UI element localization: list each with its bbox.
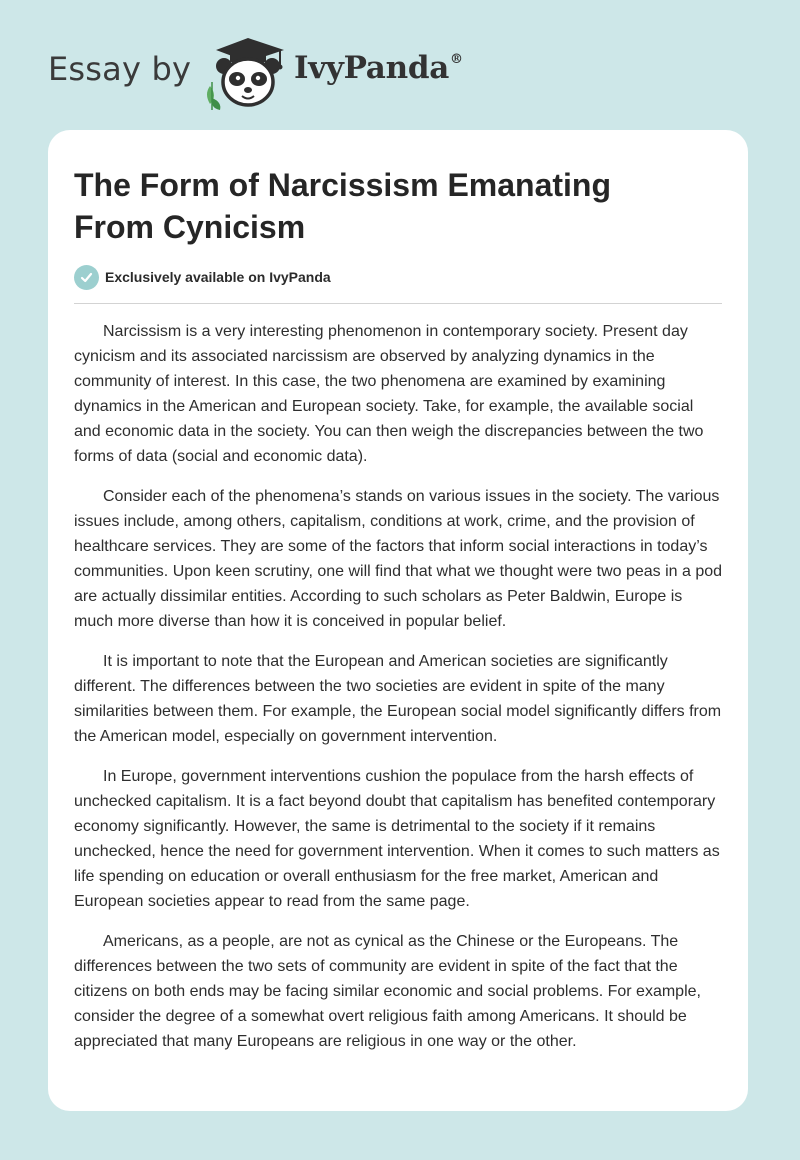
- ivypanda-logo-icon[interactable]: [200, 30, 296, 110]
- brand-name: IvyPanda®: [294, 50, 463, 86]
- essay-title: The Form of Narcissism Emanating From Cynicism: [74, 167, 612, 245]
- exclusive-badge-label: Exclusively available on IvyPanda: [105, 269, 331, 285]
- title-divider: [74, 303, 722, 304]
- paragraph: Americans, as a people, are not as cynical as the Chinese or the Europeans. The differences between the two sets of community are evident in spite of the fact that the citizens on both ends may be facing similar economic and social problems. For example, consider the degree of a somewhat overt religious faith among Americans. It should be appreciated that many Europeans are religious in one way or the other.: [74, 933, 701, 1050]
- paragraph: Consider each of the phenomena’s stands on various issues in the society. The various issues include, among others, capitalism, conditions at work, crime, and the provision of healthcare services. They are some of the factors that inform social interactions in today’s communities. Upon keen scrutiny, one will find that what we thought were two peas in a pod are actually dissimilar entities. According to such scholars as Peter Baldwin, Europe is much more diverse than how it is conceived in popular belief.: [74, 488, 723, 630]
- check-circle-icon: [74, 265, 99, 290]
- registered-mark: ®: [450, 51, 463, 67]
- essay-body: [74, 319, 724, 1069]
- paragraph: It is important to note that the European and American societies are significantly different. The differences between the two societies are evident in spite of the many similarities between them. For example, the European social model significantly differs from the American model, especially on government intervention.: [74, 653, 722, 745]
- paragraph: In Europe, government interventions cushion the populace from the harsh effects of unchecked capitalism. It is a fact beyond doubt that capitalism has benefited contemporary economy significantly. However, the same is detrimental to the society if it remains unchecked, hence the need for government intervention. When it comes to such matters as life spending on education or overall enthusiasm for the free market, American and European societies appear to read from the same page.: [74, 768, 720, 910]
- brand-prefix: Essay by: [48, 50, 192, 88]
- essay-card: [48, 130, 748, 1111]
- exclusive-badge: [74, 264, 331, 290]
- paragraph: Narcissism is a very interesting phenomenon in contemporary society. Present day cynicism and its associated narcissism are observed by analyzing dynamics in the community of interest. In this case, the two phenomena are examined by examining dynamics in the American and European society. Take, for example, the available social and economic data in the society. You can then weigh the discrepancies between the two forms of data (social and economic data).: [74, 323, 704, 465]
- brand-header: [48, 26, 548, 112]
